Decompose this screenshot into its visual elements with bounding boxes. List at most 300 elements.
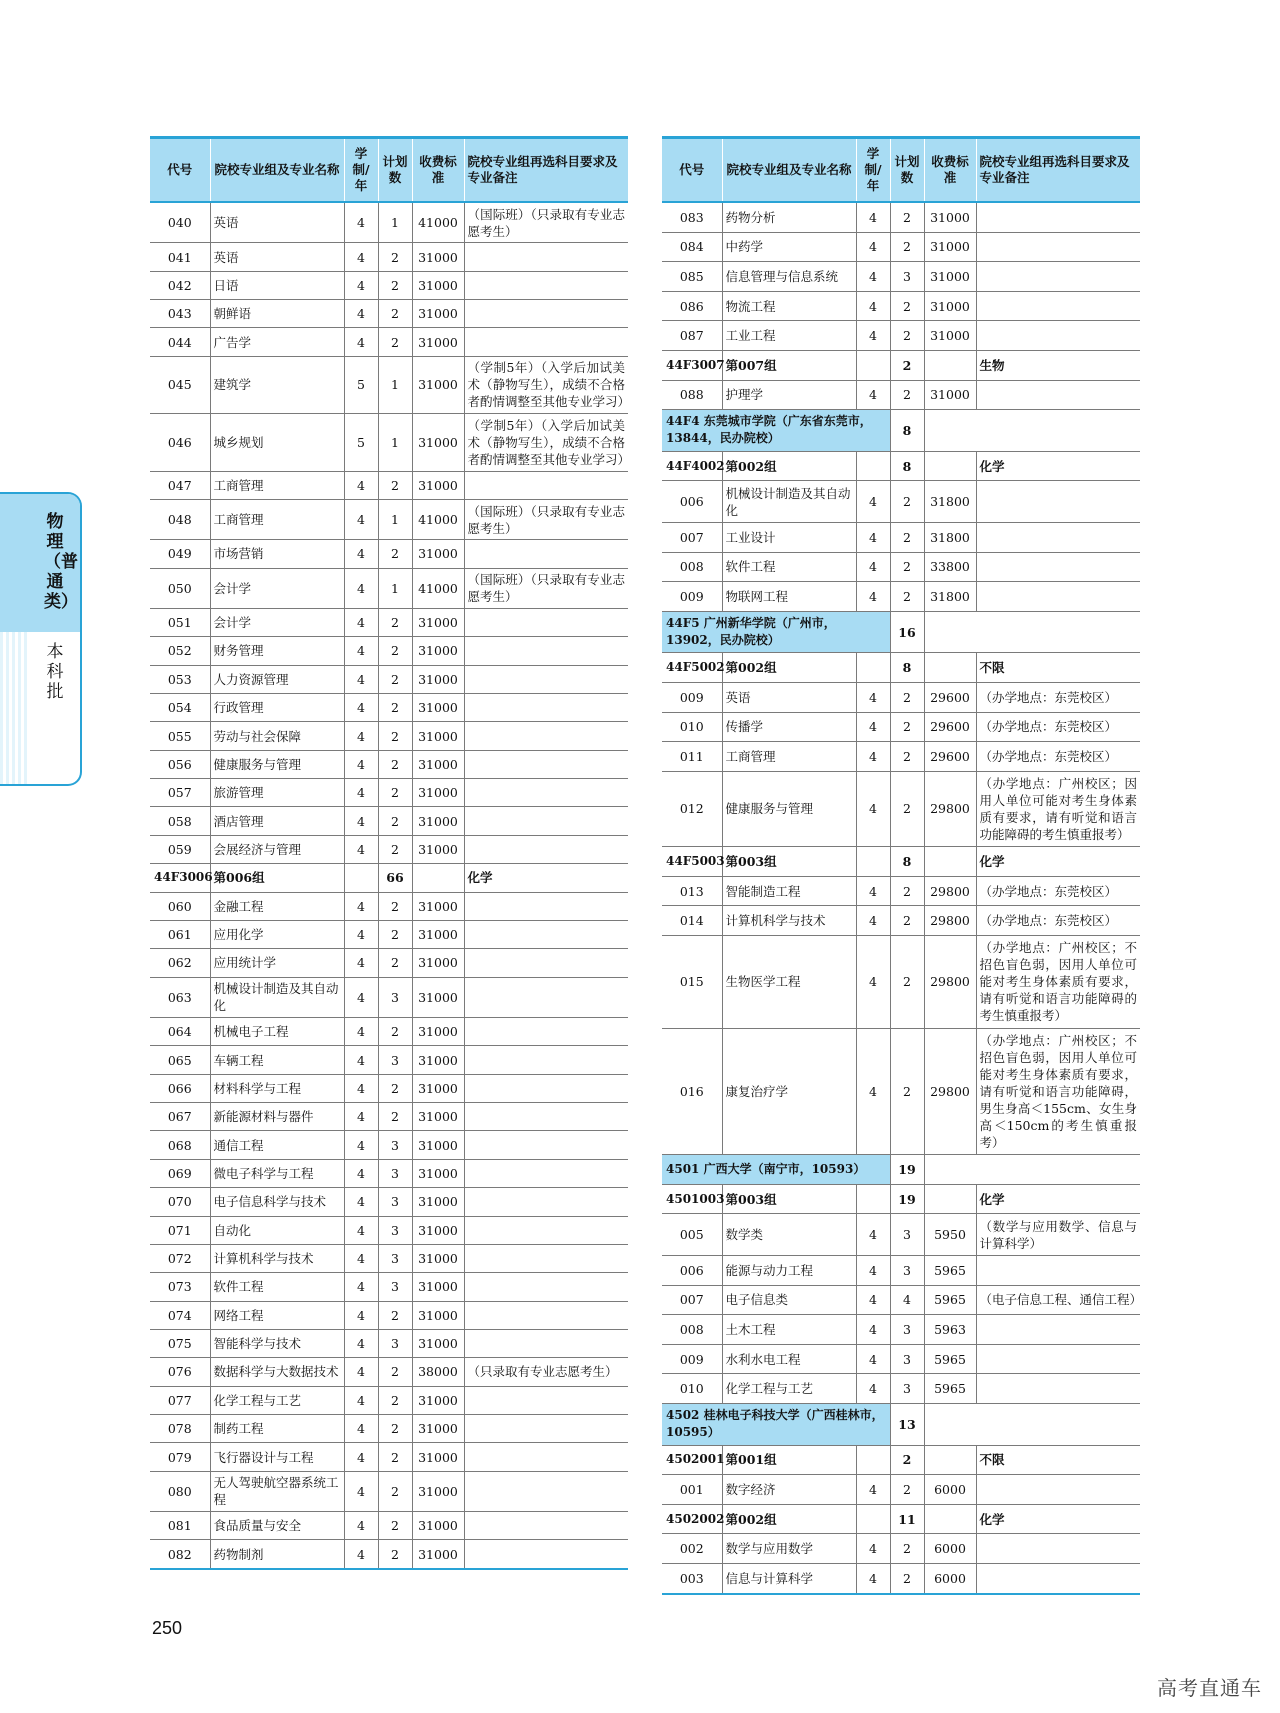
- major-name: 能源与动力工程: [722, 1256, 856, 1286]
- admission-table-right: [662, 136, 1143, 1595]
- note-cell: （学制5年）（入学后加试美术（静物写生），成绩不合格者酌情调整至其他专业学习）: [464, 414, 628, 471]
- code-cell: 011: [662, 742, 722, 772]
- group-name: 第003组: [722, 1184, 856, 1214]
- note-cell: [976, 1475, 1140, 1505]
- side-tab-subtitle: 本科批: [46, 642, 64, 702]
- subject-requirement: 化学: [976, 1184, 1140, 1214]
- plan-count: 1: [378, 356, 412, 413]
- major-row: [150, 540, 628, 568]
- plan-count: 2: [378, 1103, 412, 1131]
- plan-count: 2: [378, 665, 412, 693]
- note-cell: [464, 694, 628, 722]
- note-cell: [976, 321, 1140, 351]
- plan-count: 8: [890, 410, 924, 452]
- major-row: [150, 722, 628, 750]
- major-row: [662, 481, 1140, 523]
- code-cell: 008: [662, 1315, 722, 1345]
- major-row: [150, 1216, 628, 1244]
- note-cell: （办学地点：东莞校区）: [976, 682, 1140, 712]
- major-name: 数学类: [722, 1214, 856, 1256]
- major-name: 制药工程: [210, 1415, 344, 1443]
- note-cell: [464, 540, 628, 568]
- note-cell: [464, 608, 628, 636]
- header-plan: 计划数: [890, 138, 924, 203]
- note-cell: [976, 262, 1140, 292]
- years-cell: 4: [856, 876, 890, 906]
- years-cell: 4: [344, 1017, 378, 1045]
- major-name: 旅游管理: [210, 779, 344, 807]
- years-cell: 4: [344, 807, 378, 835]
- major-name: 广告学: [210, 328, 344, 356]
- fee-cell: 31000: [412, 1103, 464, 1131]
- major-row: [662, 262, 1140, 292]
- fee-cell: 31000: [412, 243, 464, 271]
- major-row: [150, 608, 628, 636]
- fee-cell: [924, 1445, 976, 1475]
- code-cell: 007: [662, 522, 722, 552]
- fee-cell: 41000: [412, 202, 464, 243]
- note-cell: [464, 243, 628, 271]
- major-row: [150, 920, 628, 948]
- years-cell: 4: [856, 321, 890, 351]
- plan-count: 2: [890, 552, 924, 582]
- fee-cell: 31000: [412, 637, 464, 665]
- code-cell: 071: [150, 1216, 210, 1244]
- major-name: 应用化学: [210, 920, 344, 948]
- code-cell: 078: [150, 1415, 210, 1443]
- fee-cell: [924, 847, 976, 877]
- subject-requirement: 不限: [976, 1445, 1140, 1475]
- major-row: [662, 906, 1140, 936]
- note-cell: [464, 1159, 628, 1187]
- note-cell: [464, 1443, 628, 1471]
- major-row: [662, 202, 1140, 232]
- major-row: [150, 1301, 628, 1329]
- years-cell: 4: [856, 682, 890, 712]
- plan-count: 3: [890, 1344, 924, 1374]
- note-cell: [464, 779, 628, 807]
- note-cell: [464, 300, 628, 328]
- note-cell: [976, 481, 1140, 523]
- code-cell: 052: [150, 637, 210, 665]
- code-cell: 081: [150, 1512, 210, 1540]
- years-cell: 4: [344, 779, 378, 807]
- major-row: [150, 892, 628, 920]
- fee-cell: 41000: [412, 568, 464, 608]
- note-cell: [976, 1315, 1140, 1345]
- fee-cell: 31000: [412, 540, 464, 568]
- code-cell: 073: [150, 1273, 210, 1301]
- note-cell: [464, 1103, 628, 1131]
- fee-cell: 31000: [412, 356, 464, 413]
- note-cell: [464, 977, 628, 1017]
- code-cell: 066: [150, 1074, 210, 1102]
- table-body-left: [150, 202, 631, 1569]
- years-cell: 4: [856, 1563, 890, 1593]
- major-name: 物联网工程: [722, 582, 856, 612]
- plan-count: 16: [890, 611, 924, 653]
- school-row: [662, 410, 1140, 452]
- years-cell: 4: [344, 1131, 378, 1159]
- code-cell: 065: [150, 1046, 210, 1074]
- plan-count: 2: [890, 202, 924, 232]
- group-name: 第003组: [722, 847, 856, 877]
- code-cell: 067: [150, 1103, 210, 1131]
- note-cell: [464, 892, 628, 920]
- major-row: [662, 742, 1140, 772]
- fee-cell: 29800: [924, 936, 976, 1029]
- code-cell: 009: [662, 1344, 722, 1374]
- plan-count: 3: [378, 977, 412, 1017]
- major-name: 计算机科学与技术: [722, 906, 856, 936]
- code-cell: 009: [662, 682, 722, 712]
- plan-count: 2: [378, 1017, 412, 1045]
- note-cell: （电子信息工程、通信工程）: [976, 1285, 1140, 1315]
- years-cell: 4: [344, 1301, 378, 1329]
- fee-cell: 31000: [412, 807, 464, 835]
- subject-requirement: 化学: [464, 864, 628, 892]
- major-name: 机械电子工程: [210, 1017, 344, 1045]
- major-row: [150, 1017, 628, 1045]
- major-name: 软件工程: [722, 552, 856, 582]
- plan-count: 2: [378, 243, 412, 271]
- fee-cell: [924, 1184, 976, 1214]
- major-row: [150, 568, 628, 608]
- group-name: 第007组: [722, 350, 856, 380]
- note-cell: [464, 1540, 628, 1569]
- fee-cell: 33800: [924, 552, 976, 582]
- major-row: [150, 637, 628, 665]
- major-name: 车辆工程: [210, 1046, 344, 1074]
- years-cell: 4: [856, 1344, 890, 1374]
- major-name: 微电子科学与工程: [210, 1159, 344, 1187]
- note-cell: [464, 637, 628, 665]
- major-name: 信息管理与信息系统: [722, 262, 856, 292]
- fee-cell: 31000: [412, 750, 464, 778]
- years-cell: 4: [344, 892, 378, 920]
- plan-count: 2: [890, 232, 924, 262]
- major-row: [150, 356, 628, 413]
- major-row: [150, 328, 628, 356]
- code-cell: 072: [150, 1244, 210, 1272]
- major-name: 机械设计制造及其自动化: [210, 977, 344, 1017]
- school-name: 44F5 广州新华学院（广州市，13902，民办院校）: [662, 611, 890, 653]
- major-row: [150, 779, 628, 807]
- fee-cell: 5965: [924, 1374, 976, 1404]
- major-row: [662, 1285, 1140, 1315]
- subject-requirement: 生物: [976, 350, 1140, 380]
- note-cell: （办学地点：东莞校区）: [976, 876, 1140, 906]
- years-cell: 4: [344, 243, 378, 271]
- major-name: 酒店管理: [210, 807, 344, 835]
- note-cell: （学制5年）（入学后加试美术（静物写生），成绩不合格者酌情调整至其他专业学习）: [464, 356, 628, 413]
- major-row: [662, 1256, 1140, 1286]
- plan-count: 2: [890, 936, 924, 1029]
- plan-count: 2: [890, 1563, 924, 1593]
- plan-count: 2: [378, 471, 412, 499]
- header-plan: 计划数: [378, 138, 412, 203]
- major-name: 英语: [210, 243, 344, 271]
- major-name: 自动化: [210, 1216, 344, 1244]
- fee-cell: 31000: [412, 694, 464, 722]
- note-cell: [464, 1329, 628, 1357]
- plan-count: 2: [378, 722, 412, 750]
- major-row: [150, 665, 628, 693]
- plan-count: 1: [378, 202, 412, 243]
- fee-cell: [924, 653, 976, 683]
- side-tab-subtitle-area: [0, 632, 80, 784]
- code-cell: 049: [150, 540, 210, 568]
- group-row: [662, 350, 1140, 380]
- plan-count: 2: [378, 540, 412, 568]
- code-cell: 064: [150, 1017, 210, 1045]
- code-cell: 005: [662, 1214, 722, 1256]
- major-name: 数字经济: [722, 1475, 856, 1505]
- major-name: 护理学: [722, 380, 856, 410]
- page-number: 250: [152, 1618, 183, 1638]
- note-cell: [976, 1563, 1140, 1593]
- years-cell: 4: [856, 232, 890, 262]
- fee-cell: 31000: [412, 1273, 464, 1301]
- code-cell: 060: [150, 892, 210, 920]
- years-cell: 4: [344, 920, 378, 948]
- plan-count: 2: [890, 350, 924, 380]
- code-cell: 086: [662, 291, 722, 321]
- code-cell: 4502002: [662, 1504, 722, 1534]
- years-cell: 4: [856, 522, 890, 552]
- years-cell: 4: [856, 936, 890, 1029]
- major-name: 计算机科学与技术: [210, 1244, 344, 1272]
- years-cell: 4: [344, 1443, 378, 1471]
- major-name: 工商管理: [210, 471, 344, 499]
- plan-count: 3: [890, 262, 924, 292]
- years-cell: 4: [856, 552, 890, 582]
- years-cell: 4: [344, 1216, 378, 1244]
- major-row: [662, 1374, 1140, 1404]
- plan-count: 2: [890, 321, 924, 351]
- major-row: [150, 977, 628, 1017]
- fee-cell: 31000: [412, 1386, 464, 1414]
- fee-cell: 31000: [412, 1017, 464, 1045]
- note-cell: [464, 949, 628, 977]
- major-row: [150, 750, 628, 778]
- years-cell: 4: [344, 637, 378, 665]
- note-cell: [976, 1374, 1140, 1404]
- code-cell: 075: [150, 1329, 210, 1357]
- plan-count: 3: [890, 1256, 924, 1286]
- major-row: [150, 807, 628, 835]
- major-row: [150, 694, 628, 722]
- plan-count: 2: [890, 291, 924, 321]
- code-cell: 014: [662, 906, 722, 936]
- code-cell: 087: [662, 321, 722, 351]
- fee-cell: 31000: [924, 321, 976, 351]
- code-cell: 006: [662, 481, 722, 523]
- major-name: 食品质量与安全: [210, 1512, 344, 1540]
- plan-count: 3: [890, 1315, 924, 1345]
- note-cell: （办学地点：广州校区；因用人单位可能对考生身体素质有要求，请有听觉和语言功能障碍的考生慎重报考）: [976, 771, 1140, 847]
- plan-count: 2: [378, 1471, 412, 1511]
- fee-cell: 31000: [412, 1216, 464, 1244]
- plan-count: 2: [378, 1301, 412, 1329]
- group-name: 第002组: [722, 451, 856, 481]
- plan-count: 8: [890, 847, 924, 877]
- years-cell: 4: [344, 665, 378, 693]
- years-cell: [856, 653, 890, 683]
- years-cell: [856, 1504, 890, 1534]
- fee-cell: 29800: [924, 1028, 976, 1155]
- major-row: [150, 1512, 628, 1540]
- major-row: [150, 499, 628, 539]
- major-name: 健康服务与管理: [210, 750, 344, 778]
- code-cell: 077: [150, 1386, 210, 1414]
- years-cell: [856, 1184, 890, 1214]
- note-cell: [976, 552, 1140, 582]
- code-cell: 076: [150, 1358, 210, 1386]
- fee-cell: 31000: [412, 1244, 464, 1272]
- code-cell: 009: [662, 582, 722, 612]
- years-cell: 4: [344, 568, 378, 608]
- major-name: 数据科学与大数据技术: [210, 1358, 344, 1386]
- major-row: [662, 1028, 1140, 1155]
- plan-count: 2: [378, 608, 412, 636]
- years-cell: 4: [856, 1315, 890, 1345]
- empty-cell: [924, 611, 1140, 653]
- major-name: 材料科学与工程: [210, 1074, 344, 1102]
- major-name: 会计学: [210, 608, 344, 636]
- major-name: 药物制剂: [210, 1540, 344, 1569]
- code-cell: 007: [662, 1285, 722, 1315]
- note-cell: [464, 1017, 628, 1045]
- years-cell: 4: [344, 977, 378, 1017]
- major-name: 工商管理: [722, 742, 856, 772]
- note-cell: [464, 807, 628, 835]
- years-cell: 4: [344, 722, 378, 750]
- subject-requirement: 化学: [976, 847, 1140, 877]
- major-name: 化学工程与工艺: [722, 1374, 856, 1404]
- major-name: 人力资源管理: [210, 665, 344, 693]
- plan-count: 2: [378, 1358, 412, 1386]
- note-cell: （办学地点：东莞校区）: [976, 712, 1140, 742]
- code-cell: 080: [150, 1471, 210, 1511]
- major-row: [662, 682, 1140, 712]
- plan-count: 2: [378, 328, 412, 356]
- note-cell: [976, 582, 1140, 612]
- code-cell: 4502001: [662, 1445, 722, 1475]
- plan-count: 2: [378, 1074, 412, 1102]
- code-cell: 062: [150, 949, 210, 977]
- code-cell: 057: [150, 779, 210, 807]
- fee-cell: 5965: [924, 1344, 976, 1374]
- fee-cell: [924, 451, 976, 481]
- fee-cell: 5963: [924, 1315, 976, 1345]
- years-cell: 4: [344, 1471, 378, 1511]
- table-header: [150, 138, 628, 203]
- years-cell: 5: [344, 414, 378, 471]
- code-cell: 003: [662, 1563, 722, 1593]
- major-name: 劳动与社会保障: [210, 722, 344, 750]
- fee-cell: 31000: [412, 1512, 464, 1540]
- code-cell: 045: [150, 356, 210, 413]
- major-name: 无人驾驶航空器系统工程: [210, 1471, 344, 1511]
- plan-count: 1: [378, 568, 412, 608]
- group-row: [662, 1184, 1140, 1214]
- major-row: [662, 936, 1140, 1029]
- plan-count: 19: [890, 1155, 924, 1185]
- plan-count: 2: [378, 920, 412, 948]
- fee-cell: 31000: [412, 1074, 464, 1102]
- code-cell: 088: [662, 380, 722, 410]
- plan-count: 2: [378, 892, 412, 920]
- note-cell: （办学地点：东莞校区）: [976, 906, 1140, 936]
- note-cell: [464, 328, 628, 356]
- header-fee: 收费标准: [924, 138, 976, 203]
- years-cell: 4: [856, 202, 890, 232]
- major-name: 传播学: [722, 712, 856, 742]
- code-cell: 016: [662, 1028, 722, 1155]
- fee-cell: 31000: [412, 1046, 464, 1074]
- group-row: [662, 1504, 1140, 1534]
- header-code: 代号: [150, 138, 210, 203]
- note-cell: [464, 271, 628, 299]
- code-cell: 040: [150, 202, 210, 243]
- fee-cell: 31000: [412, 1443, 464, 1471]
- plan-count: 2: [378, 835, 412, 863]
- note-cell: [464, 1046, 628, 1074]
- major-row: [150, 1358, 628, 1386]
- major-name: 数学与应用数学: [722, 1534, 856, 1564]
- years-cell: 4: [344, 694, 378, 722]
- fee-cell: 31000: [412, 722, 464, 750]
- major-name: 应用统计学: [210, 949, 344, 977]
- code-cell: 44F5003: [662, 847, 722, 877]
- years-cell: 4: [344, 499, 378, 539]
- years-cell: 4: [344, 300, 378, 328]
- major-name: 市场营销: [210, 540, 344, 568]
- years-cell: 4: [856, 1534, 890, 1564]
- years-cell: 4: [856, 1028, 890, 1155]
- major-row: [662, 552, 1140, 582]
- plan-count: 2: [378, 750, 412, 778]
- note-cell: [464, 1074, 628, 1102]
- plan-count: 3: [378, 1244, 412, 1272]
- major-row: [150, 1540, 628, 1569]
- code-cell: 050: [150, 568, 210, 608]
- plan-count: 2: [378, 1386, 412, 1414]
- major-row: [150, 414, 628, 471]
- fee-cell: 31000: [412, 271, 464, 299]
- note-cell: [464, 835, 628, 863]
- major-row: [662, 1563, 1140, 1593]
- major-name: 飞行器设计与工程: [210, 1443, 344, 1471]
- fee-cell: 31000: [412, 1188, 464, 1216]
- note-cell: （办学地点：广州校区；不招色盲色弱，因用人单位可能对考生身体素质有要求，请有听觉和语言功能障碍的考生慎重报考）: [976, 936, 1140, 1029]
- fee-cell: 29800: [924, 906, 976, 936]
- major-name: 健康服务与管理: [722, 771, 856, 847]
- plan-count: 2: [890, 1445, 924, 1475]
- years-cell: 4: [344, 1046, 378, 1074]
- code-cell: 010: [662, 712, 722, 742]
- years-cell: 4: [344, 750, 378, 778]
- code-cell: 44F5002: [662, 653, 722, 683]
- plan-count: 2: [890, 582, 924, 612]
- plan-count: 2: [890, 682, 924, 712]
- major-name: 朝鲜语: [210, 300, 344, 328]
- years-cell: 4: [856, 771, 890, 847]
- plan-count: 2: [378, 271, 412, 299]
- years-cell: 4: [856, 1374, 890, 1404]
- header-fee: 收费标准: [412, 138, 464, 203]
